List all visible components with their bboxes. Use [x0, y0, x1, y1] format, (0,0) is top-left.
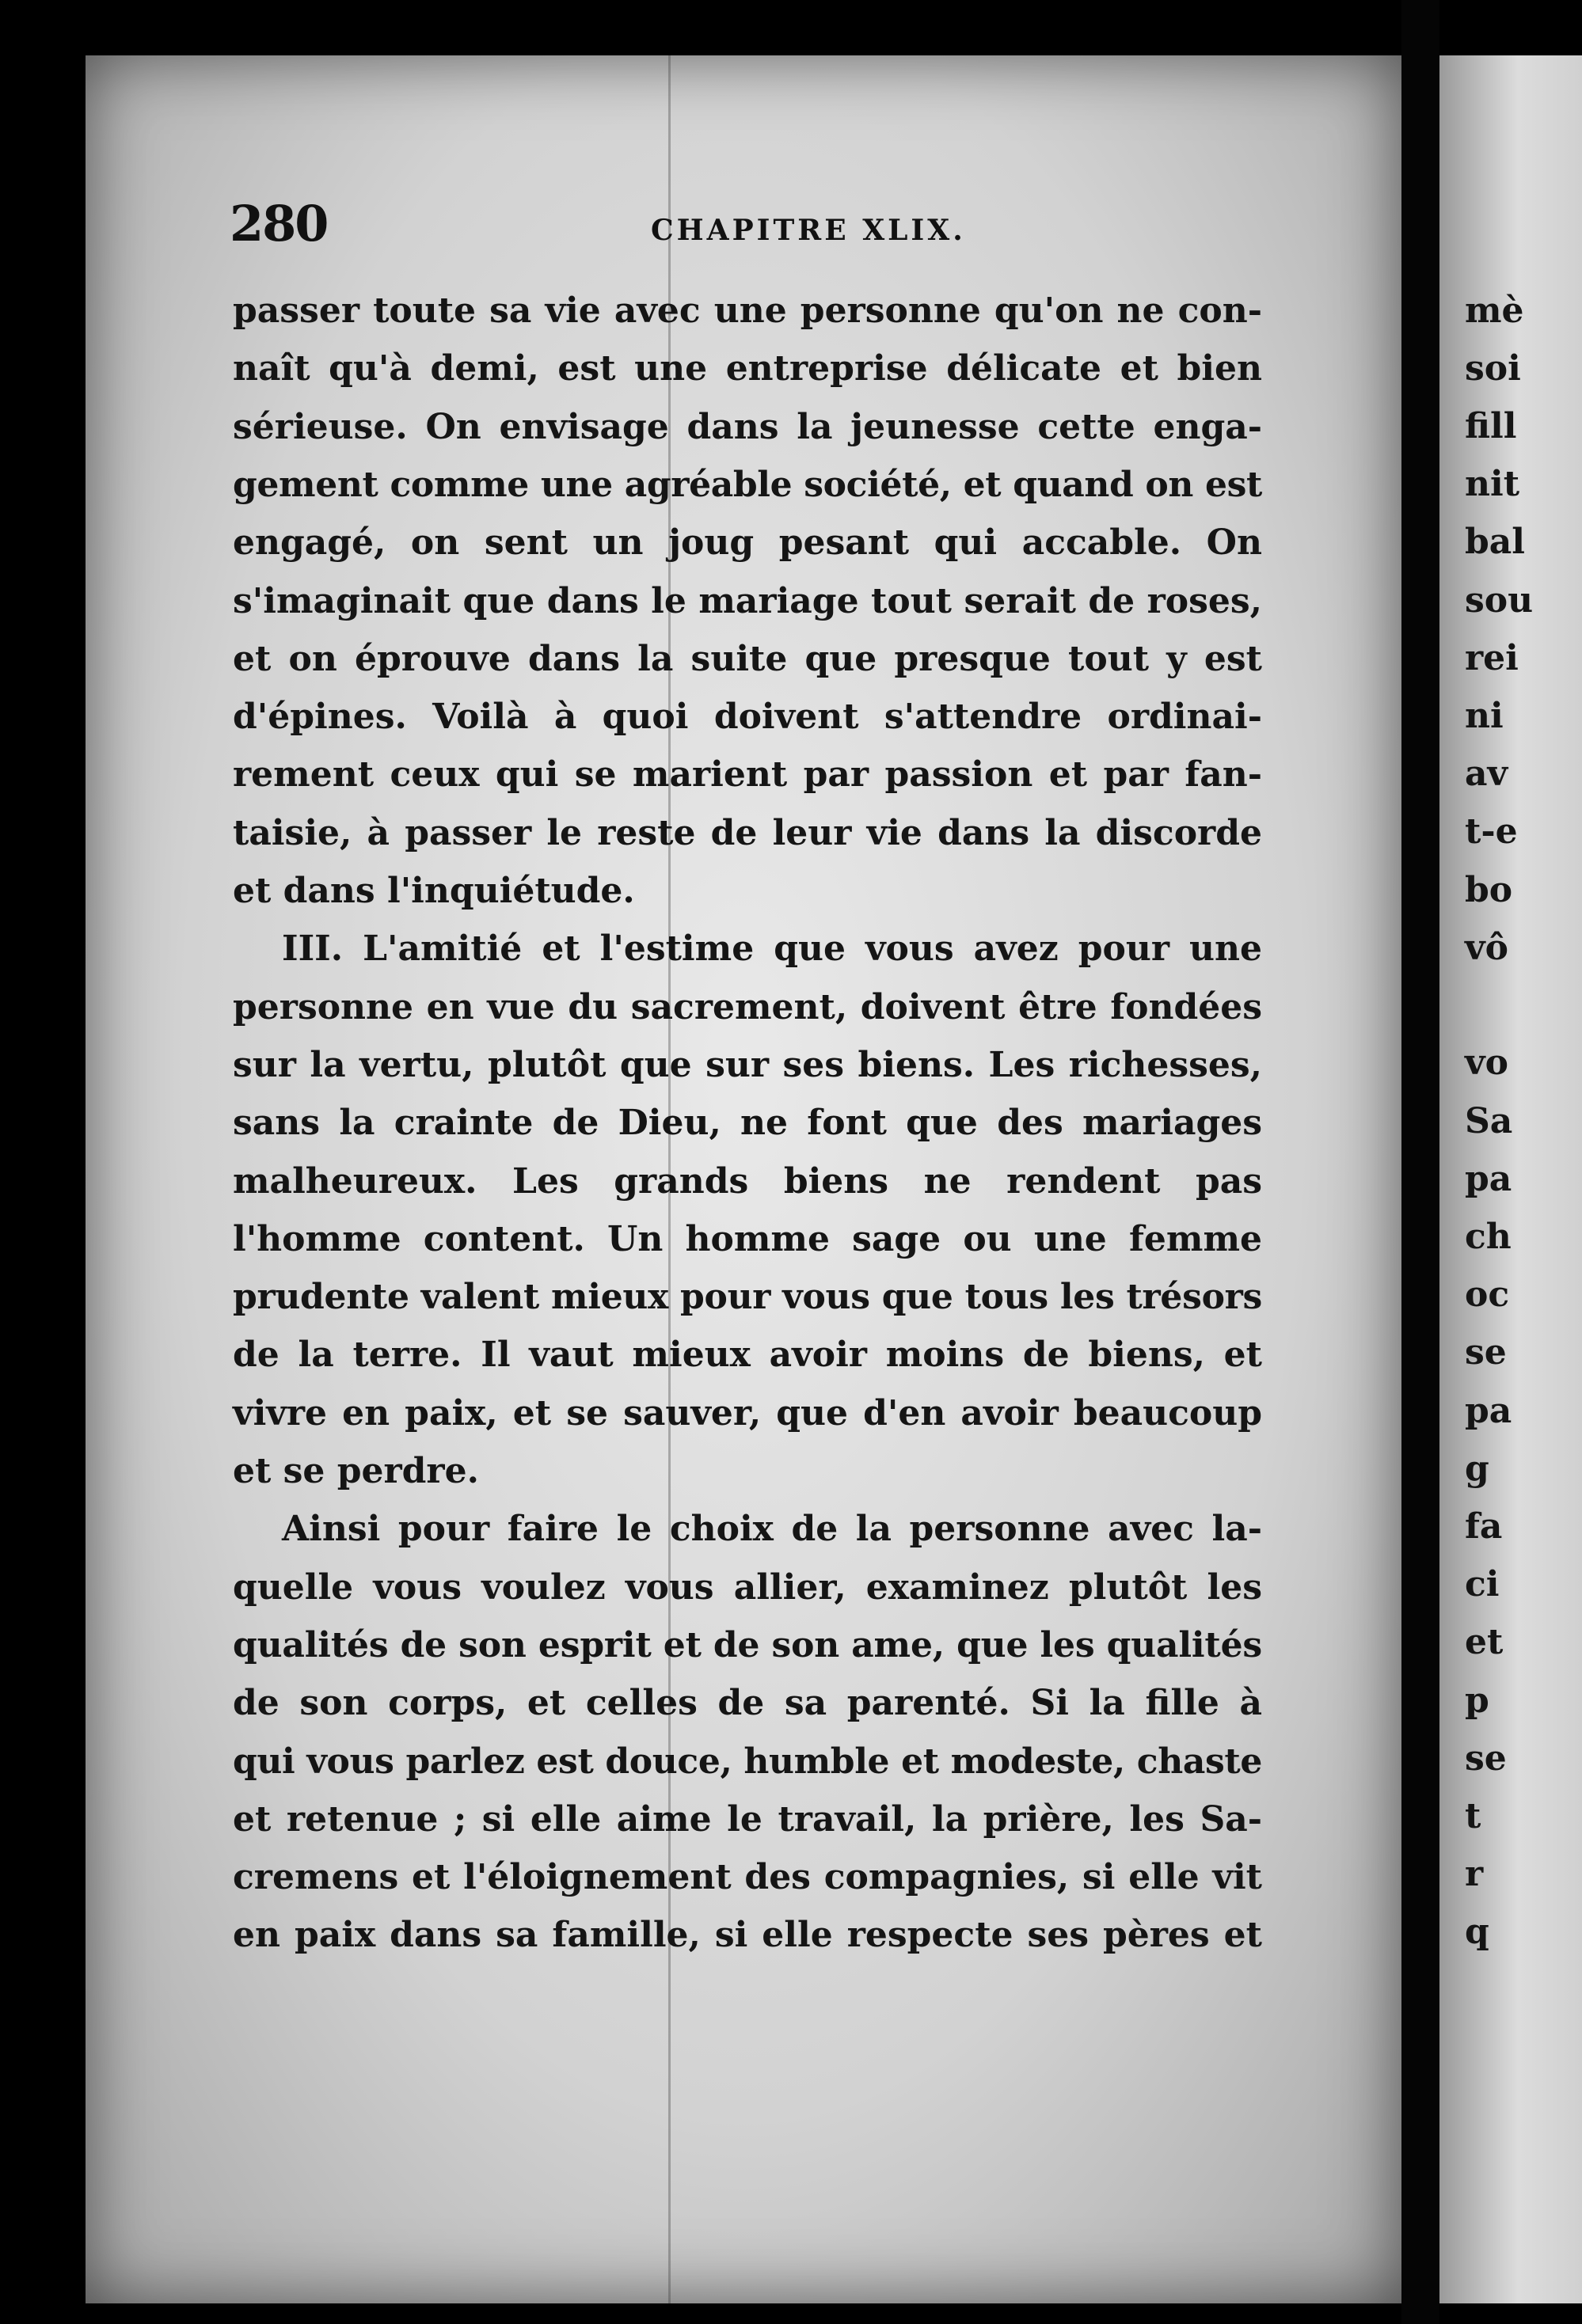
text-line: [233, 982, 1262, 1034]
right-page-fragment: t-e: [1465, 811, 1518, 852]
text-line: [233, 1677, 1262, 1730]
text-line-content: qualités de son esprit et de son ame, que les qualités: [233, 1625, 1263, 1665]
text-line: [233, 1620, 1262, 1672]
text-line-content: vivre en paix, et se sauver, que d'en avoir beaucoup: [233, 1393, 1262, 1434]
right-page-fragment: vô: [1465, 928, 1508, 968]
text-line: et se perdre.: [233, 1451, 479, 1491]
right-page-fragment: bo: [1465, 870, 1513, 910]
text-line-content: sur la vertu, plutôt que sur ses biens. Les richesses,: [233, 1045, 1262, 1085]
text-line: [233, 401, 1262, 454]
right-page-fragment: soi: [1465, 348, 1521, 389]
right-page-fragment: av: [1465, 754, 1508, 794]
text-line-content: sérieuse. On envisage dans la jeunesse cette enga-: [233, 407, 1262, 447]
right-page-fragment: pa: [1465, 1159, 1512, 1199]
right-page-fragment: rei: [1465, 638, 1519, 678]
text-line-content: cremens et l'éloignement des compagnies, si elle vit: [233, 1857, 1262, 1897]
chapter-title: CHAPITRE XLIX.: [651, 214, 966, 247]
text-line-content: personne en vue du sacrement, doivent être fondées: [233, 987, 1262, 1027]
text-line-content: de la terre. Il vaut mieux avoir moins de biens, et: [233, 1335, 1262, 1375]
right-page-fragment: fill: [1465, 406, 1517, 446]
text-line-content: d'épines. Voilà à quoi doivent s'attendre ordinai-: [233, 697, 1262, 737]
right-page-fragment: fa: [1465, 1506, 1503, 1547]
text-line-content: s'imaginait que dans le mariage tout serait de roses,: [233, 581, 1262, 621]
text-line: [233, 1851, 1262, 1904]
text-line: [233, 807, 1262, 860]
right-page: [1439, 55, 1582, 2303]
text-line-content: et on éprouve dans la suite que presque tout y est: [233, 639, 1262, 679]
right-page-fragment: g: [1465, 1449, 1489, 1489]
text-line: [233, 343, 1262, 395]
text-line: [233, 1562, 1262, 1614]
text-line: [233, 749, 1262, 801]
text-line: [233, 1097, 1262, 1149]
text-line-content: passer toute sa vie avec une personne qu'on ne con-: [233, 290, 1262, 331]
text-line: [233, 1039, 1262, 1092]
right-page-fragment: q: [1465, 1912, 1489, 1952]
text-line-content: gement comme une agréable société, et quand on est: [233, 465, 1262, 505]
text-line-content: engagé, on sent un joug pesant qui accable. On: [233, 522, 1262, 563]
text-line: [233, 459, 1262, 511]
text-line-content: de son corps, et celles de sa parenté. Si la fille à: [233, 1683, 1262, 1723]
text-line-content: Ainsi pour faire le choix de la personne avec la-: [282, 1509, 1262, 1549]
text-line: [233, 923, 1262, 975]
text-line-content: et retenue ; si elle aime le travail, la prière, les Sa-: [233, 1799, 1262, 1840]
text-line-content: quelle vous voulez vous allier, examinez plutôt les: [233, 1567, 1262, 1608]
text-line: [233, 517, 1262, 569]
text-line: [233, 1794, 1262, 1846]
text-line: [233, 1271, 1262, 1323]
right-page-fragment: p: [1465, 1680, 1489, 1721]
text-line: [233, 1156, 1262, 1208]
text-line: [233, 691, 1262, 743]
right-page-fragment: nit: [1465, 464, 1520, 504]
right-page-fragment: oc: [1465, 1274, 1510, 1315]
right-page-fragment: Sa: [1465, 1101, 1513, 1141]
right-page-fragment: sou: [1465, 580, 1534, 621]
right-page-fragment: ch: [1465, 1217, 1512, 1257]
text-line-content: malheureux. Les grands biens ne rendent pas: [233, 1161, 1262, 1202]
right-page-fragment: se: [1465, 1738, 1507, 1779]
right-page-fragment: pa: [1465, 1391, 1512, 1431]
text-line: [233, 285, 1262, 337]
text-line-content: en paix dans sa famille, si elle respecte ses pères et: [233, 1915, 1262, 1955]
text-line-content: rement ceux qui se marient par passion et par fan-: [233, 754, 1262, 795]
text-line-content: prudente valent mieux pour vous que tous les trésors: [233, 1277, 1262, 1317]
text-line: [233, 1909, 1262, 1961]
right-page-fragment: bal: [1465, 522, 1525, 562]
text-line: et dans l'inquiétude.: [233, 871, 635, 911]
text-line: [233, 1213, 1262, 1266]
right-page-fragment: ni: [1465, 696, 1504, 736]
right-page-fragment: t: [1465, 1796, 1481, 1836]
text-line-content: l'homme content. Un homme sage ou une femme: [233, 1219, 1262, 1259]
text-line-content: taisie, à passer le reste de leur vie dans la discorde: [233, 813, 1262, 853]
right-page-fragment: vo: [1465, 1042, 1508, 1083]
text-line-content: sans la crainte de Dieu, ne font que des mariages: [233, 1103, 1262, 1143]
text-line-content: naît qu'à demi, est une entreprise délicate et bien: [233, 348, 1262, 389]
right-page-fragment: mè: [1465, 290, 1524, 331]
text-line: [233, 633, 1262, 685]
right-page-fragment: se: [1465, 1332, 1507, 1373]
text-line: [233, 575, 1262, 628]
text-line: [233, 1388, 1262, 1440]
book-gutter: [1401, 0, 1439, 2324]
text-line-content: qui vous parlez est douce, humble et modeste, chaste: [233, 1741, 1262, 1782]
text-line: [233, 1503, 1262, 1555]
running-head: [141, 187, 1249, 253]
right-page-fragment: ci: [1465, 1564, 1500, 1604]
right-page-fragment: r: [1465, 1854, 1484, 1894]
text-line: [233, 1736, 1262, 1788]
page-number: 280: [230, 195, 328, 253]
text-line: [233, 1329, 1262, 1381]
text-line-content: III. L'amitié et l'estime que vous avez pour une: [282, 928, 1262, 969]
right-page-fragment: et: [1465, 1622, 1504, 1662]
